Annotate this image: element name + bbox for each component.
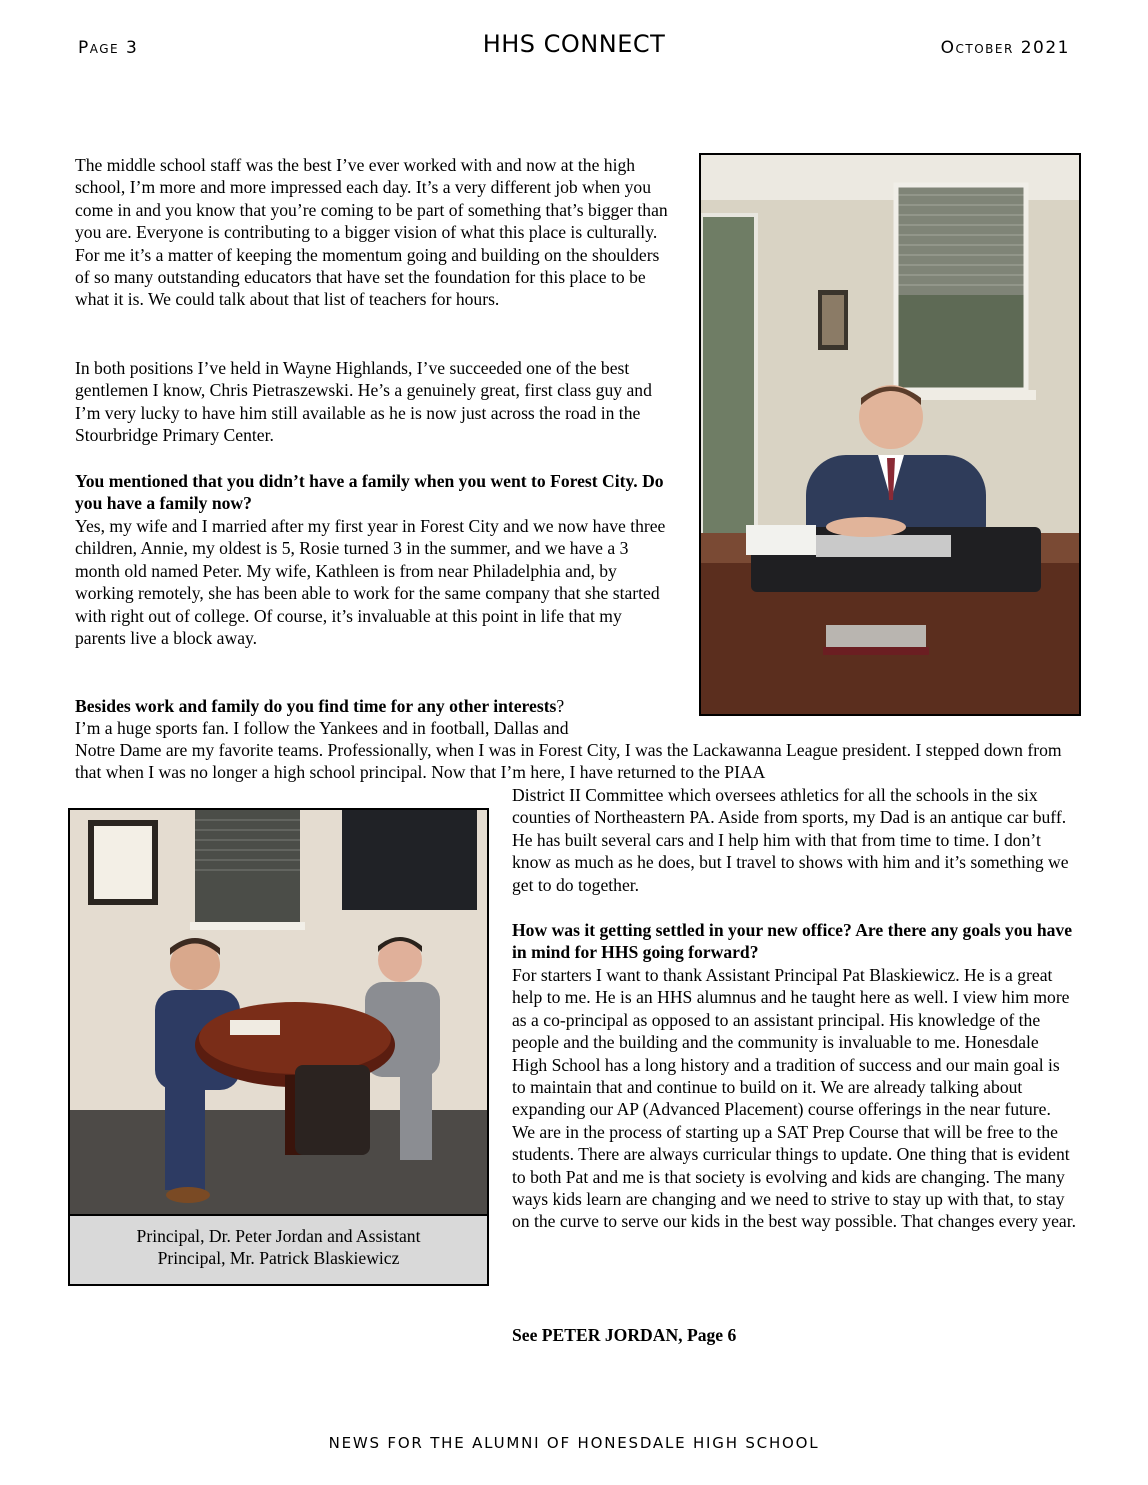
interview-answer-interests-rest: District II Committee which oversees athletics for all the schools in the six counties of Northeastern PA. Aside from sports, my Dad is an antique car buff. He has built several cars and I help him with that from time to time. I don’t know as much as he does, but I travel to shows with him and it’s something we get to do together. [512, 785, 1069, 895]
interview-answer-family: Yes, my wife and I married after my first year in Forest City and we now have three children, Annie, my oldest is 5, Rosie turned 3 in the summer, and we have a 3 month old named Peter. My wife, Kathleen is from near Philadelphia and, by working remotely, she has been able to work for the same company that she started with right out of college. Of course, it’s invaluable at this point in life that my parents live a block away. [75, 516, 666, 649]
interview-question-office: How was it getting settled in your new office? Are there any goals you have in mind for HHS going forward? [512, 920, 1073, 963]
interview-answer-interests-line1: I’m a huge sports fan. I follow the Yankees and in football, Dallas and [75, 718, 569, 738]
interview-answer-office: For starters I want to thank Assistant Principal Pat Blaskiewicz. He is a great help to me. He is an HHS alumnus and he taught here as well. I view him more as a co-principal as opposed to an assistant principal. His knowledge of the people and the building and the community is invaluable to me. Honesdale High School has a long history and a tradition of success and our main goal is to maintain that and continue to build on it. We are already talking about expanding our AP (Advanced Placement) course offerings in the near future. We are in the process of starting up a SAT Prep Course that will be free to the students. There are always curricular things to update. One thing that is evident to both Pat and me is that society is evolving and kids are changing. The many ways kids learn are changing and we need to strive to stay up with that, to stay on the curve to serve our kids in the best way possible. That changes every year. [512, 965, 1076, 1232]
newsletter-footer: NEWS FOR THE ALUMNI OF HONESDALE HIGH SCHOOL [328, 1434, 820, 1452]
interview-question-family: You mentioned that you didn’t have a family when you went to Forest City. Do you have a family now? [75, 471, 664, 514]
issue-date: October 2021 [940, 38, 1070, 58]
caption-line-1: Principal, Dr. Peter Jordan and Assistant [136, 1226, 421, 1246]
principal-office-photo [699, 153, 1081, 716]
article-paragraph-1: The middle school staff was the best I’ve ever worked with and now at the high school, I’m more and more impressed each day. It’s a very different job when you come in and you know that you’re coming to be part of something that’s bigger than you are. Everyone is contributing to a bigger vision of what this place is culturally. For me it’s a matter of keeping the momentum going and building on the shoulders of so many outstanding educators that have set the foundation for this place to be what it is. We could talk about that list of teachers for hours. [75, 155, 668, 310]
photo-caption [68, 1214, 489, 1286]
continued-reference: See PETER JORDAN, Page 6 [512, 1325, 737, 1345]
question-text: Besides work and family do you find time for any other interests [75, 696, 557, 716]
newsletter-title: HHS CONNECT [482, 30, 666, 58]
interview-answer-interests-full-width: Notre Dame are my favorite teams. Professionally, when I was in Forest City, I was the Lackawanna League president. I stepped down from that when I was no longer a high school principal. Now that I’m here, I have returned to the PIAA [75, 740, 1062, 783]
principals-meeting-photo [68, 808, 489, 1216]
interview-question-interests [75, 695, 675, 717]
caption-line-2: Principal, Mr. Patrick Blaskiewicz [157, 1248, 400, 1268]
question-mark: ? [556, 696, 565, 716]
article-paragraph-2: In both positions I’ve held in Wayne Highlands, I’ve succeeded one of the best gentlemen I know, Chris Pietraszewski. He’s a genuinely great, first class guy and I’m very lucky to have him still available as he is now just across the road in the Stourbridge Primary Center. [75, 358, 652, 446]
page-number: Page 3 [78, 38, 139, 58]
